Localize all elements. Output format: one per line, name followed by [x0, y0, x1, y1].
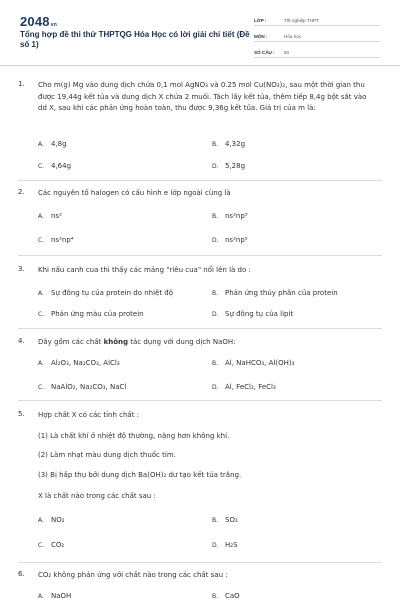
question-text: Dãy gồm các chất không tác dụng với dung dịch NaOH: [38, 338, 236, 346]
meta-value: Hóa học [284, 34, 302, 39]
option-a[interactable]: A. Al₂O₃, Na₂CO₃, AlCl₃ [38, 359, 120, 367]
question-number: 5. [18, 410, 25, 418]
divider [18, 562, 382, 563]
question-number: 4. [18, 337, 25, 345]
option-c[interactable]: C. ns²np⁴ [38, 236, 74, 244]
question-prompt: X là chất nào trong các chất sau : [38, 492, 156, 500]
question-text: Các nguyên tố halogen có cấu hình e lớp ngoài cùng là [38, 189, 231, 197]
divider [18, 400, 382, 401]
option-d[interactable]: D. H₂S [212, 541, 238, 549]
question-text: Hợp chất X có các tính chất : [38, 411, 140, 419]
option-c[interactable]: C. NaAlO₂, Na₂CO₃, NaCl [38, 383, 127, 391]
divider [18, 328, 382, 329]
property-line: (1) Là chất khí ở nhiệt độ thường, nặng hơn không khí. [38, 432, 230, 440]
option-a[interactable]: A. NO₂ [38, 516, 65, 524]
divider [18, 180, 382, 181]
question-number: 1. [18, 80, 25, 88]
option-b[interactable]: B. CaO [212, 592, 240, 600]
option-c[interactable]: C. CO₂ [38, 541, 65, 549]
option-d[interactable]: D. ns²np⁵ [212, 236, 248, 244]
option-d[interactable]: D. Sự đông tụ của lipit [212, 310, 294, 318]
meta-label: SỐ CÂU : [254, 50, 275, 55]
question-text: Cho m(g) Mg vào dung dịch chứa 0,1 mol AgNO₃ và 0.25 mol Cu(NO₃)₂, sau một thời gian thu được 19,44g kết tủa và dung dịch X chứa 2 muối. Tách lấy kết tủa, thêm tiếp 8,4g bột sắt vào dd X, sau khi các phản ứng hoàn toàn, thu được 9,36g kết tủa. Giá trị của m là: [38, 81, 367, 112]
option-c[interactable]: C. Phản ứng màu của protein [38, 310, 144, 318]
option-b[interactable]: B. Phản ứng thủy phân của protein [212, 289, 338, 297]
option-d[interactable]: D. Al, FeCl₂, FeCl₃ [212, 383, 276, 391]
meta-subject-row [254, 30, 380, 42]
option-b[interactable]: B. SO₂ [212, 516, 238, 524]
option-a[interactable]: A. 4,8g [38, 140, 67, 148]
option-d[interactable]: D. 5,28g [212, 162, 246, 170]
page-header [0, 0, 400, 66]
option-a[interactable]: A. ns² [38, 212, 62, 220]
question-text: CO₂ không phản ứng với chất nào trong các chất sau : [38, 571, 228, 579]
option-b[interactable]: B. ns²np³ [212, 212, 248, 220]
option-b[interactable]: B. 4,32g [212, 140, 246, 148]
meta-value: 50 [284, 50, 290, 55]
meta-class-row [254, 14, 380, 26]
document-title: Tổng hợp đề thi thử THPTQG Hóa Học có lời giải chi tiết (Đề số 1) [20, 30, 250, 49]
meta-value: Tốt nghiệp THPT [284, 18, 319, 23]
option-c[interactable]: C. 4,64g [38, 162, 72, 170]
divider [18, 255, 382, 256]
question-number: 2. [18, 188, 25, 196]
property-line: (3) Bị hấp thụ bởi dung dịch Ba(OH)₂ dư tạo kết tủa trắng. [38, 471, 242, 479]
meta-label: MÔN : [254, 34, 268, 39]
question-number: 6. [18, 570, 25, 578]
option-a[interactable]: A. NaOH [38, 592, 72, 600]
option-a[interactable]: A. Sự đông tụ của protein do nhiệt độ [38, 289, 174, 297]
option-b[interactable]: B. Al, NaHCO₃, Al(OH)₃ [212, 359, 295, 367]
question-number: 3. [18, 265, 25, 273]
property-line: (2) Làm nhạt màu dung dịch thuốc tím. [38, 451, 176, 459]
meta-label: LỚP : [254, 18, 267, 23]
site-logo[interactable]: 2048vn [20, 14, 57, 29]
question-text: Khi nấu canh cua thì thấy các mảng "riêu cua" nổi lên là do : [38, 266, 251, 274]
meta-count-row [254, 46, 380, 58]
